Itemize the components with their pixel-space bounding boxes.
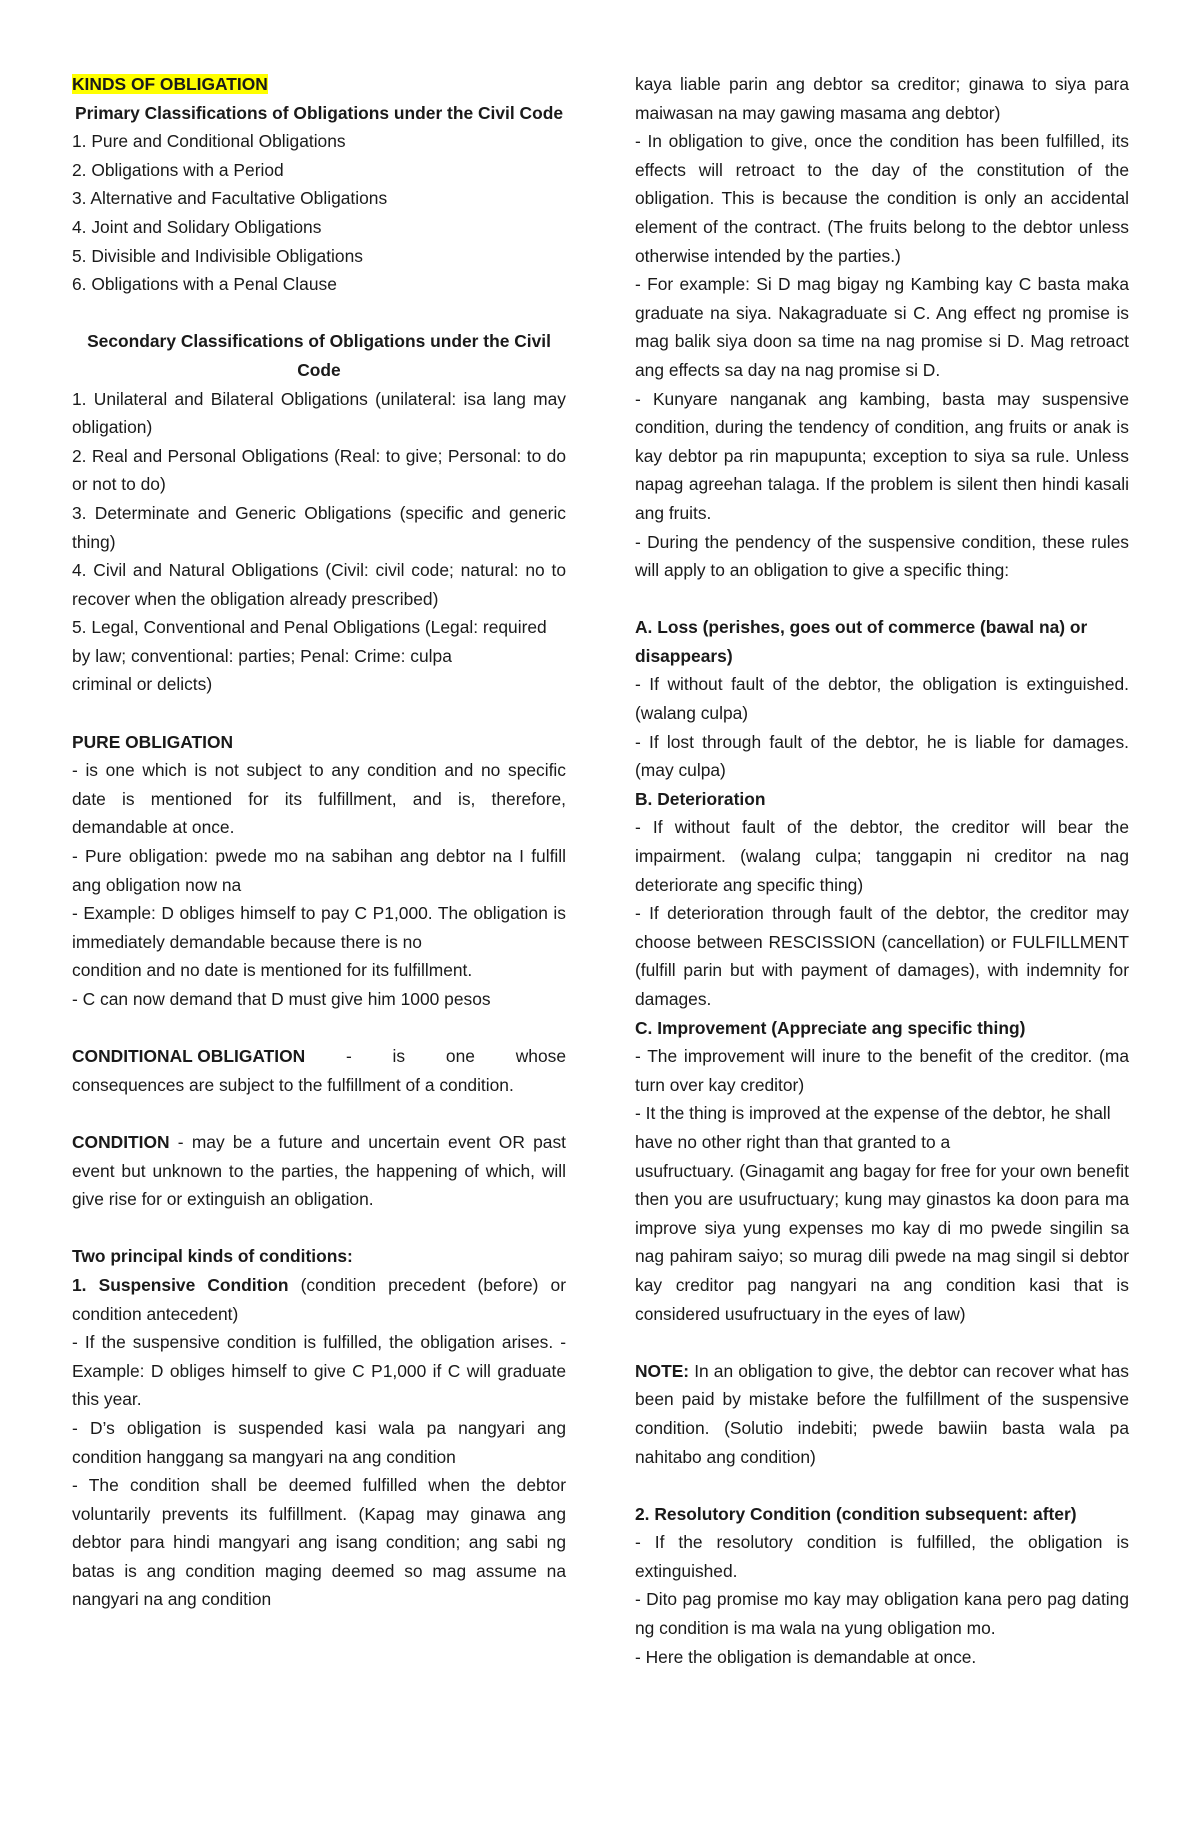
left-column	[72, 70, 566, 1614]
two-kinds-heading: Two principal kinds of conditions:	[72, 1246, 353, 1267]
primary-classifications-heading: Primary Classifications of Obligations under the Civil Code	[75, 102, 563, 123]
paragraph: - If the resolutory condition is fulfilled, the obligation is extinguished.	[635, 1532, 1129, 1581]
paragraph: - is one which is not subject to any condition and no specific date is mentioned for its fulfillment, and is, therefore, demandable at once.	[72, 760, 566, 838]
condition-heading: CONDITION	[72, 1131, 170, 1152]
list-item: 3. Determinate and Generic Obligations (specific and generic thing)	[72, 502, 566, 552]
note-label: NOTE:	[635, 1360, 690, 1381]
paragraph: - D’s obligation is suspended kasi wala pa nangyari ang condition hanggang sa mangyari na ang condition	[72, 1417, 566, 1467]
paragraph: - Pure obligation: pwede mo na sabihan ang debtor na I fulfill ang obligation now na	[72, 846, 566, 895]
paragraph: - If without fault of the debtor, the creditor will bear the impairment. (walang culpa; tanggapin ni creditor na nag deteriorate ang specific thing)	[635, 817, 1129, 895]
list-item: 4. Civil and Natural Obligations (Civil: civil code; natural: no to recover when the obligation already prescribed)	[72, 560, 566, 609]
list-item: 6. Obligations with a Penal Clause	[72, 274, 337, 295]
document-title: KINDS OF OBLIGATION	[72, 74, 268, 94]
paragraph: - The condition shall be deemed fulfilled when the debtor voluntarily prevents its fulfillment. (Kapag may ginawa ang debtor para hindi mangyari ang isang condition; ang sabi ng batas is ang condition maging deemed so mag assume na nangyari na ang condition	[72, 1475, 566, 1610]
list-item: 2. Obligations with a Period	[72, 159, 284, 180]
paragraph: kaya liable parin ang debtor sa creditor; ginawa to siya para maiwasan na may gawing masama ang debtor)	[635, 74, 1129, 123]
list-item: 5. Legal, Conventional and Penal Obligations (Legal: required by law; conventional: parties; Penal: Crime: culpa	[72, 617, 547, 666]
list-item: 1. Pure and Conditional Obligations	[72, 131, 346, 152]
list-item: 5. Divisible and Indivisible Obligations	[72, 245, 363, 266]
paragraph: - In obligation to give, once the condition has been fulfilled, its effects will retroact to the day of the constitution of the obligation. This is because the condition is only an accidental element of the contract. (The fruits belong to the debtor unless otherwise intended by the parties.)	[635, 131, 1129, 266]
resolutory-condition-heading: 2. Resolutory Condition (condition subsequent: after)	[635, 1503, 1077, 1524]
paragraph: - Dito pag promise mo kay may obligation kana pero pag dating ng condition is ma wala na yung obligation mo.	[635, 1589, 1129, 1639]
loss-heading: A. Loss (perishes, goes out of commerce (bawal na) or disappears)	[635, 617, 1088, 666]
paragraph: - If without fault of the debtor, the obligation is extinguished. (walang culpa)	[635, 674, 1129, 724]
paragraph: condition and no date is mentioned for its fulfillment.	[72, 960, 473, 981]
condition-definition: CONDITION - may be a future and uncertain event OR past event but unknown to the parties, the happening of which, will give rise for or extinguish an obligation.	[72, 1131, 566, 1210]
paragraph: - The improvement will inure to the benefit of the creditor. (ma turn over kay creditor)	[635, 1046, 1129, 1095]
paragraph: - During the pendency of the suspensive condition, these rules will apply to an obligation to give a specific thing:	[635, 531, 1129, 581]
deterioration-heading: B. Deterioration	[635, 788, 766, 809]
list-item: criminal or delicts)	[72, 674, 213, 695]
note-paragraph: NOTE: In an obligation to give, the debtor can recover what has been paid by mistake before the fulfillment of the suspensive condition. (Solutio indebiti; pwede bawiin basta wala pa nahitabo ang condition)	[635, 1360, 1129, 1467]
paragraph: - Here the obligation is demandable at once.	[635, 1646, 977, 1667]
paragraph: - If lost through fault of the debtor, he is liable for damages. (may culpa)	[635, 731, 1129, 781]
suspensive-condition-heading: 1. Suspensive Condition	[72, 1274, 289, 1295]
list-item: 3. Alternative and Facultative Obligations	[72, 188, 388, 209]
paragraph: - It the thing is improved at the expense of the debtor, he shall have no other right than that granted to a	[635, 1103, 1111, 1152]
paragraph: - C can now demand that D must give him 1000 pesos	[72, 989, 491, 1009]
right-column	[635, 70, 1129, 1671]
paragraph: usufructuary. (Ginagamit ang bagay for free for your own benefit then you are usufructuary; kung may ginastos ka doon para ma improve siya yung expenses mo kay di mo pwede singilin sa nag pahiram saiyo; so murag dili pwede na mag singil si debtor kay creditor pag nangyari na ang condition kasi that is considered usufructuary in the eyes of law)	[635, 1160, 1129, 1324]
improvement-heading: C. Improvement (Appreciate ang specific thing)	[635, 1017, 1026, 1038]
pure-obligation-heading: PURE OBLIGATION	[72, 731, 234, 752]
conditional-obligation-heading: CONDITIONAL OBLIGATION	[72, 1046, 306, 1067]
conditional-obligation-line: CONDITIONAL OBLIGATION - is one whose	[72, 1042, 566, 1071]
suspensive-condition-line: 1. Suspensive Condition (condition precedent (before) or condition antecedent)	[72, 1274, 566, 1324]
list-item: 4. Joint and Solidary Obligations	[72, 216, 322, 237]
list-item: 1. Unilateral and Bilateral Obligations (unilateral: isa lang may obligation)	[72, 388, 566, 438]
paragraph: - Kunyare nanganak ang kambing, basta may suspensive condition, during the tendency of condition, ang fruits or anak is kay debtor pa rin mapupunta; exception to siya sa rule. Unless napag agreehan talaga. If the problem is silent then hindi kasali ang fruits.	[635, 388, 1129, 523]
paragraph: - For example: Si D mag bigay ng Kambing kay C basta maka graduate na siya. Nakagraduate si C. Ang effect ng promise is mag balik siya doon sa time na nag promise si D. Mag retroact ang effects sa day na nag promise si D.	[635, 274, 1129, 380]
paragraph: - If the suspensive condition is fulfilled, the obligation arises. - Example: D obliges himself to give C P1,000 if C will graduate this year.	[72, 1332, 566, 1410]
list-item: 2. Real and Personal Obligations (Real: to give; Personal: to do or not to do)	[72, 445, 566, 495]
paragraph: - Example: D obliges himself to pay C P1,000. The obligation is immediately demandable because there is no	[72, 903, 566, 952]
secondary-classifications-list	[72, 385, 566, 700]
secondary-classifications-heading: Secondary Classifications of Obligations under the Civil Code	[87, 331, 551, 380]
paragraph: - If deterioration through fault of the debtor, the creditor may choose between RESCISSION (cancellation) or FULFILLMENT (fulfill parin but with payment of damages), with indemnity for damages.	[635, 903, 1129, 1009]
paragraph: consequences are subject to the fulfillment of a condition.	[72, 1074, 514, 1095]
primary-classifications-list	[72, 127, 566, 299]
